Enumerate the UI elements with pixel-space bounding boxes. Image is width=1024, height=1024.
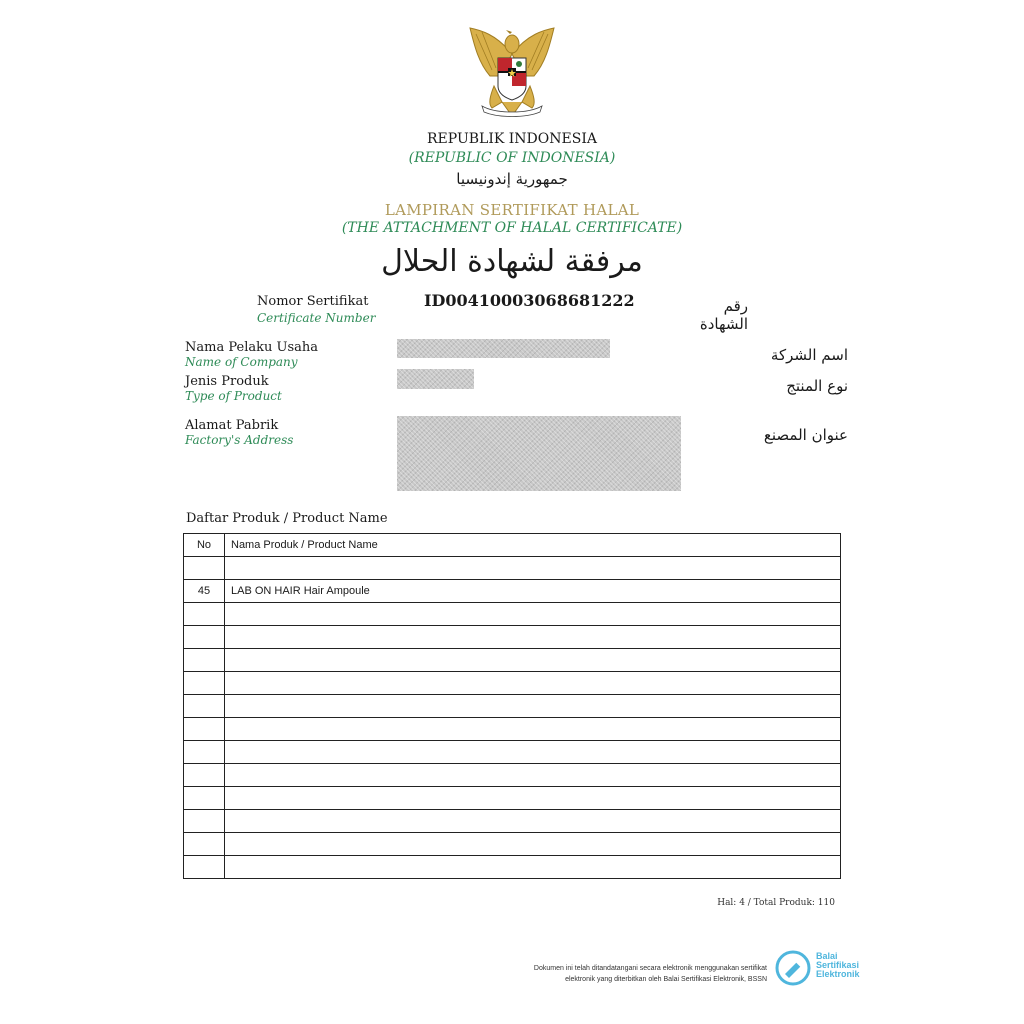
product-table [183,533,841,879]
table-row [184,580,841,603]
factory-address-label: Alamat Pabrik [185,418,279,433]
garuda-emblem-icon [466,24,558,120]
row-number [184,856,225,879]
column-header-no: No [184,534,225,557]
bsre-text-line1: Balai [816,951,838,961]
row-product-name [225,672,841,695]
page-info: Hal: 4 / Total Produk: 110 [717,898,835,908]
company-name-label-en: Name of Company [185,355,298,369]
row-number [184,810,225,833]
bsre-logo-icon [775,950,811,986]
document-title-ar: مرفقة لشهادة الحلال [381,244,643,279]
row-number [184,603,225,626]
row-number [184,557,225,580]
e-signature-notice [470,963,767,985]
row-product-name [225,856,841,879]
certificate-number-label-ar: رقم الشهادة [699,297,748,333]
product-type-label-en: Type of Product [185,389,282,403]
table-row [184,557,841,580]
row-number [184,787,225,810]
company-name-redacted [397,339,610,358]
row-number [184,649,225,672]
row-number [184,741,225,764]
certificate-number-label: Nomor Sertifikat [257,294,369,309]
product-list-heading: Daftar Produk / Product Name [186,511,388,526]
row-product-name [225,603,841,626]
row-number [184,718,225,741]
table-row [184,810,841,833]
table-row [184,718,841,741]
column-header-product-name: Nama Produk / Product Name [225,534,841,557]
country-name-en: (REPUBLIC OF INDONESIA) [408,150,616,166]
company-name-label: Nama Pelaku Usaha [185,340,318,355]
document-title-en: (THE ATTACHMENT OF HALAL CERTIFICATE) [341,220,683,236]
row-number [184,764,225,787]
certificate-number: ID00410003068681222 [424,291,635,310]
row-product-name [225,741,841,764]
row-product-name [225,810,841,833]
table-row [184,741,841,764]
factory-address-label-ar: عنوان المصنع [763,426,848,444]
table-row [184,833,841,856]
row-number [184,626,225,649]
table-row [184,649,841,672]
row-product-name [225,764,841,787]
product-type-redacted [397,369,474,389]
table-row [184,764,841,787]
row-product-name [225,695,841,718]
certificate-number-label-en: Certificate Number [257,311,376,325]
table-row [184,695,841,718]
product-table-body [184,557,841,879]
row-number [184,672,225,695]
company-name-label-ar: اسم الشركة [770,346,848,364]
row-number [184,695,225,718]
row-number [184,833,225,856]
row-product-name [225,626,841,649]
row-number: 45 [184,580,225,603]
row-product-name: LAB ON HAIR Hair Ampoule [225,580,841,603]
table-row [184,672,841,695]
e-signature-notice-line1: Dokumen ini telah ditandatangani secara elektronik menggunakan sertifikat [533,965,767,972]
row-product-name [225,649,841,672]
document-title: LAMPIRAN SERTIFIKAT HALAL [384,201,640,219]
bsre-logo-text [816,952,860,979]
row-product-name [225,557,841,580]
factory-address-label-en: Factory's Address [185,433,294,447]
row-product-name [225,787,841,810]
table-row [184,603,841,626]
bsre-text-line3: Elektronik [816,969,860,979]
row-product-name [225,833,841,856]
product-type-label-ar: نوع المنتج [786,377,848,395]
bsre-text-line2: Sertifikasi [816,960,860,970]
country-name: REPUBLIK INDONESIA [427,131,597,147]
row-product-name [225,718,841,741]
table-row [184,856,841,879]
country-name-ar: جمهورية إندونيسيا [456,170,568,188]
e-signature-notice-line2: elektronik yang diterbitkan oleh Balai Sertifikasi Elektronik, BSSN [565,976,767,983]
table-row [184,787,841,810]
product-type-label: Jenis Produk [185,374,269,389]
table-header-row [184,534,841,557]
table-row [184,626,841,649]
factory-address-redacted [397,416,681,491]
